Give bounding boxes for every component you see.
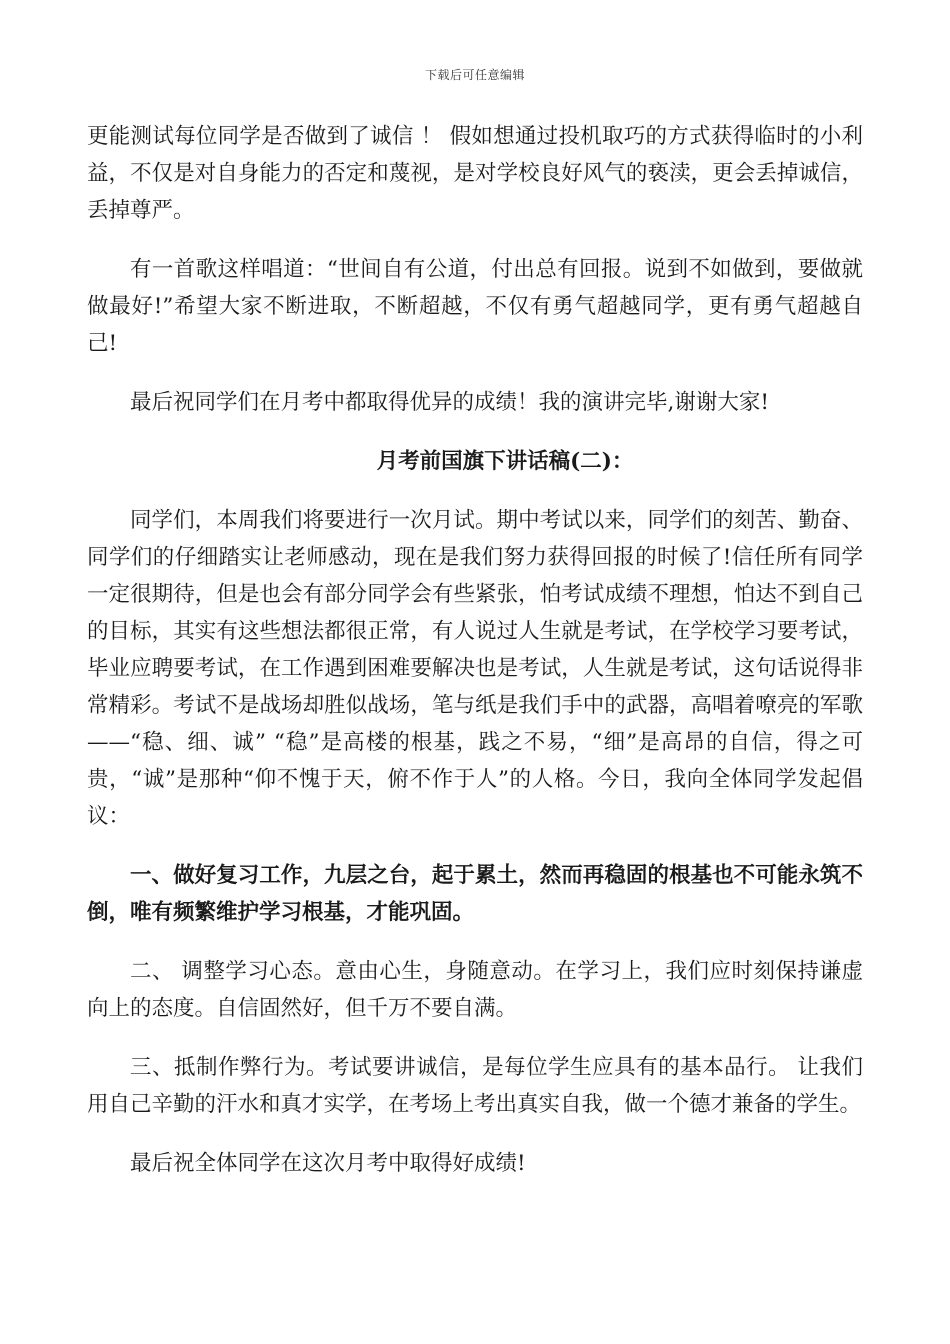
paragraph-proposal-one: 一、做好复习工作，九层之台，起于累土，然而再稳固的根基也不可能永筑不倒，唯有频繁维护学习根基，才能巩固。 (87, 863, 863, 925)
paragraph-song-quote: 有一首歌这样唱道：“世间自有公道，付出总有回报。说到不如做到，要做就做最好!”希望大家不断进取，不断超越，不仅有勇气超越同学，更有勇气超越自己! (87, 257, 863, 356)
paragraph-proposal-two: 二、 调整学习心态。意由心生，身随意动。在学习上，我们应时刻保持谦虚向上的态度。自信固然好，但千万不要自满。 (87, 959, 863, 1021)
paragraph-proposal-three: 三、抵制作弊行为。考试要讲诚信，是每位学生应具有的基本品行。 让我们用自己辛勤的汗水和真才实学，在考场上考出真实自我，做一个德才兼备的学生。 (87, 1055, 863, 1117)
paragraph-final-wishes: 最后祝全体同学在这次月考中取得好成绩! (130, 1151, 526, 1176)
page-header: 下载后可任意编辑 (424, 68, 525, 82)
document-body (87, 118, 863, 1204)
paragraph-speech-intro: 同学们，本周我们将要进行一次月试。期中考试以来，同学们的刻苦、勤奋、同学们的仔细踏实让老师感动，现在是我们努力获得回报的时候了!信任所有同学一定很期待，但是也会有部分同学会有些紧张，怕考试成绩不理想，怕达不到自己的目标，其实有这些想法都很正常，有人说过人生就是考试，在学校学习要考试，毕业应聘要考试，在工作遇到困难要解决也是考试，人生就是考试，这句话说得非常精彩。考试不是战场却胜似战场，笔与纸是我们手中的武器，高唱着嘹亮的军歌——“稳、细、诚” “稳”是高楼的根基，践之不易，“细”是高昂的自信，得之可贵，“诚”是那种“仰不愧于天，俯不作于人”的人格。今日，我向全体同学发起倡议： (87, 508, 863, 829)
paragraph-integrity: 更能测试每位同学是否做到了诚信 ！ 假如想通过投机取巧的方式获得临时的小利益，不仅是对自身能力的否定和蔑视，是对学校良好风气的亵渎，更会丢掉诚信，丢掉尊严。 (87, 124, 863, 223)
section-title: 月考前国旗下讲话稿(二)： (376, 449, 634, 474)
paragraph-closing-wishes: 最后祝同学们在月考中都取得优异的成绩！我的演讲完毕,谢谢大家! (130, 390, 769, 415)
